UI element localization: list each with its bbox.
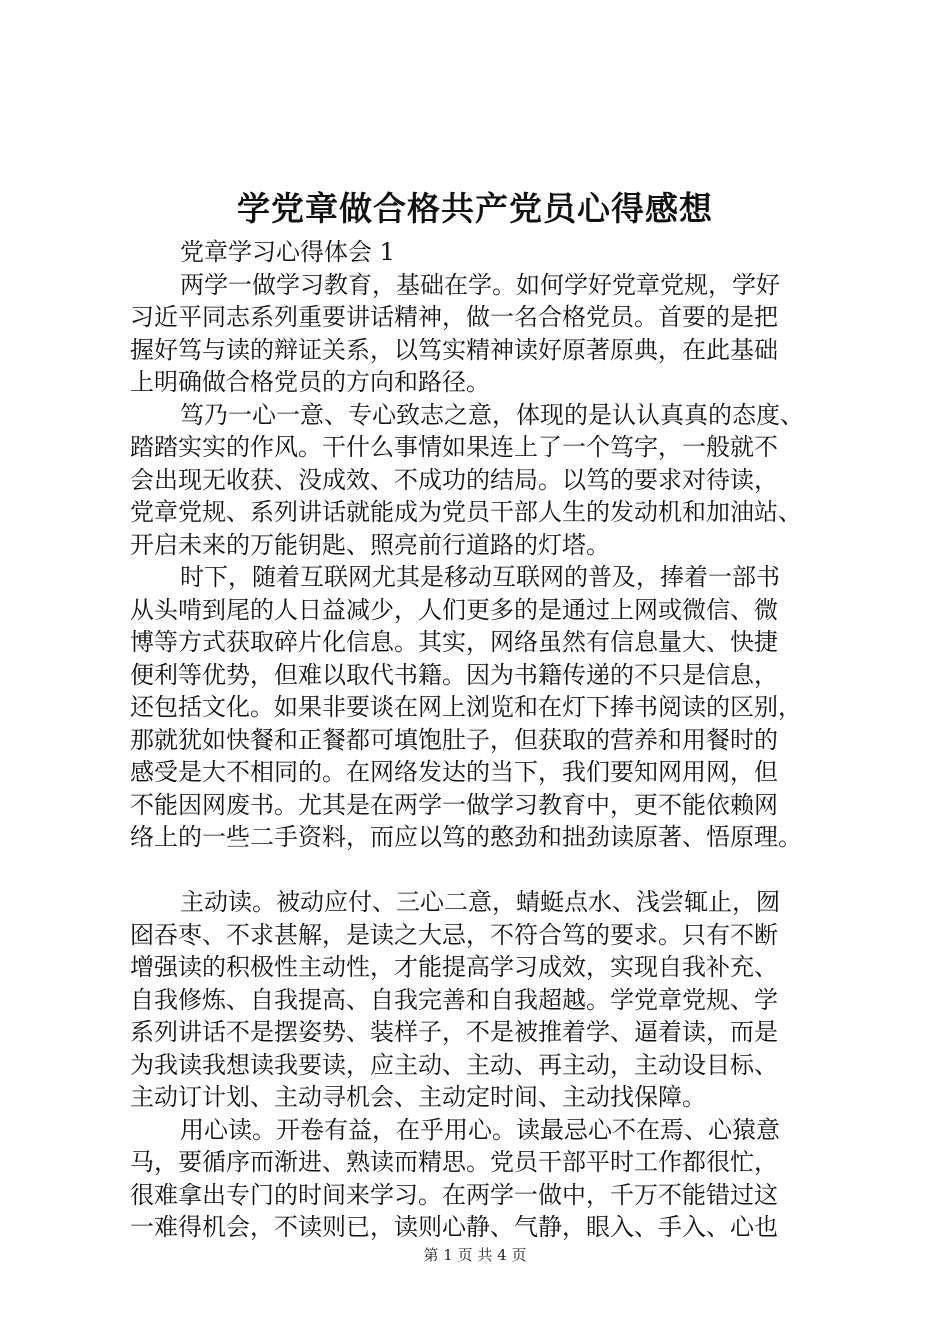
paragraph-line: 笃乃一心一意、专心致志之意，体现的是认认真真的态度、 [180,400,804,429]
paragraph-line: 系列讲话不是摆姿势、装样子，不是被推着学、逼着读，而是 [130,1018,778,1046]
paragraph-line: 开启未来的万能钥匙、照亮前行道路的灯塔。 [130,530,610,559]
paragraph-line: 博等方式获取碎片化信息。其实，网络虽然有信息量大、快捷 [130,628,778,656]
paragraph-line: 络上的一些二手资料，而应以笃的憨劲和拙劲读原著、悟原理。 [130,823,802,851]
paragraph-line: 时下，随着互联网尤其是移动互联网的普及，捧着一部书 [180,563,780,591]
paragraph-line: 党章党规、系列讲话就能成为党员干部人生的发动机和加油站、 [130,498,802,526]
paragraph-line: 握好笃与读的辩证关系，以笃实精神读好原著原典，在此基础 [130,335,778,364]
paragraph-line: 很难拿出专门的时间来学习。在两学一做中，千万不能错过这 [130,1180,778,1209]
section-heading: 党章学习心得体会 1 [180,238,395,266]
paragraph-line: 增强读的积极性主动性，才能提高学习成效，实现自我补充、 [130,953,778,981]
paragraph-line: 主动读。被动应付、三心二意，蜻蜓点水、浅尝辄止，囫 [180,888,780,916]
paragraph-line: 还包括文化。如果非要谈在网上浏览和在灯下捧书阅读的区别， [130,693,802,721]
paragraph-line: 为我读我想读我要读，应主动、主动、再主动，主动设目标、 [130,1050,778,1079]
document-body [130,236,850,1244]
paragraph-line: 便利等优势，但难以取代书籍。因为书籍传递的不只是信息， [130,660,778,689]
paragraph-line: 一难得机会，不读则已，读则心静、气静，眼入、手入、心也 [130,1213,778,1241]
paragraph-line: 从头啃到尾的人日益减少，人们更多的是通过上网或微信、微 [130,595,778,624]
paragraph-line: 自我修炼、自我提高、自我完善和自我超越。学党章党规、学 [130,985,778,1014]
paragraph-line: 习近平同志系列重要讲话精神，做一名合格党员。首要的是把 [130,303,778,331]
paragraph-line: 踏踏实实的作风。干什么事情如果连上了一个笃字，一般就不 [130,433,778,461]
paragraph-line: 囵吞枣、不求甚解，是读之大忌，不符合笃的要求。只有不断 [130,920,778,949]
paragraph-line: 会出现无收获、没成效、不成功的结局。以笃的要求对待读， [130,465,778,494]
paragraph-line: 两学一做学习教育，基础在学。如何学好党章党规，学好 [180,270,780,299]
document-title: 学党章做合格共产党员心得感想 [237,189,713,228]
paragraph-line: 上明确做合格党员的方向和路径。 [130,368,490,396]
paragraph-line: 那就犹如快餐和正餐都可填饱肚子，但获取的营养和用餐时的 [130,725,778,754]
paragraph-line: 马，要循序而渐进、熟读而精思。党员干部平时工作都很忙， [130,1148,778,1176]
paragraph-line: 用心读。开卷有益，在乎用心。读最忌心不在焉、心猿意 [180,1115,780,1144]
paragraph-gap [130,854,850,887]
paragraph-line: 感受是大不相同的。在网络发达的当下，我们要知网用网，但 [130,758,778,786]
page-number: 第 1 页 共 4 页 [423,1246,527,1264]
paragraph-line: 不能因网废书。尤其是在两学一做学习教育中，更不能依赖网 [130,790,778,819]
paragraph-line: 主动订计划、主动寻机会、主动定时间、主动找保障。 [130,1083,706,1111]
